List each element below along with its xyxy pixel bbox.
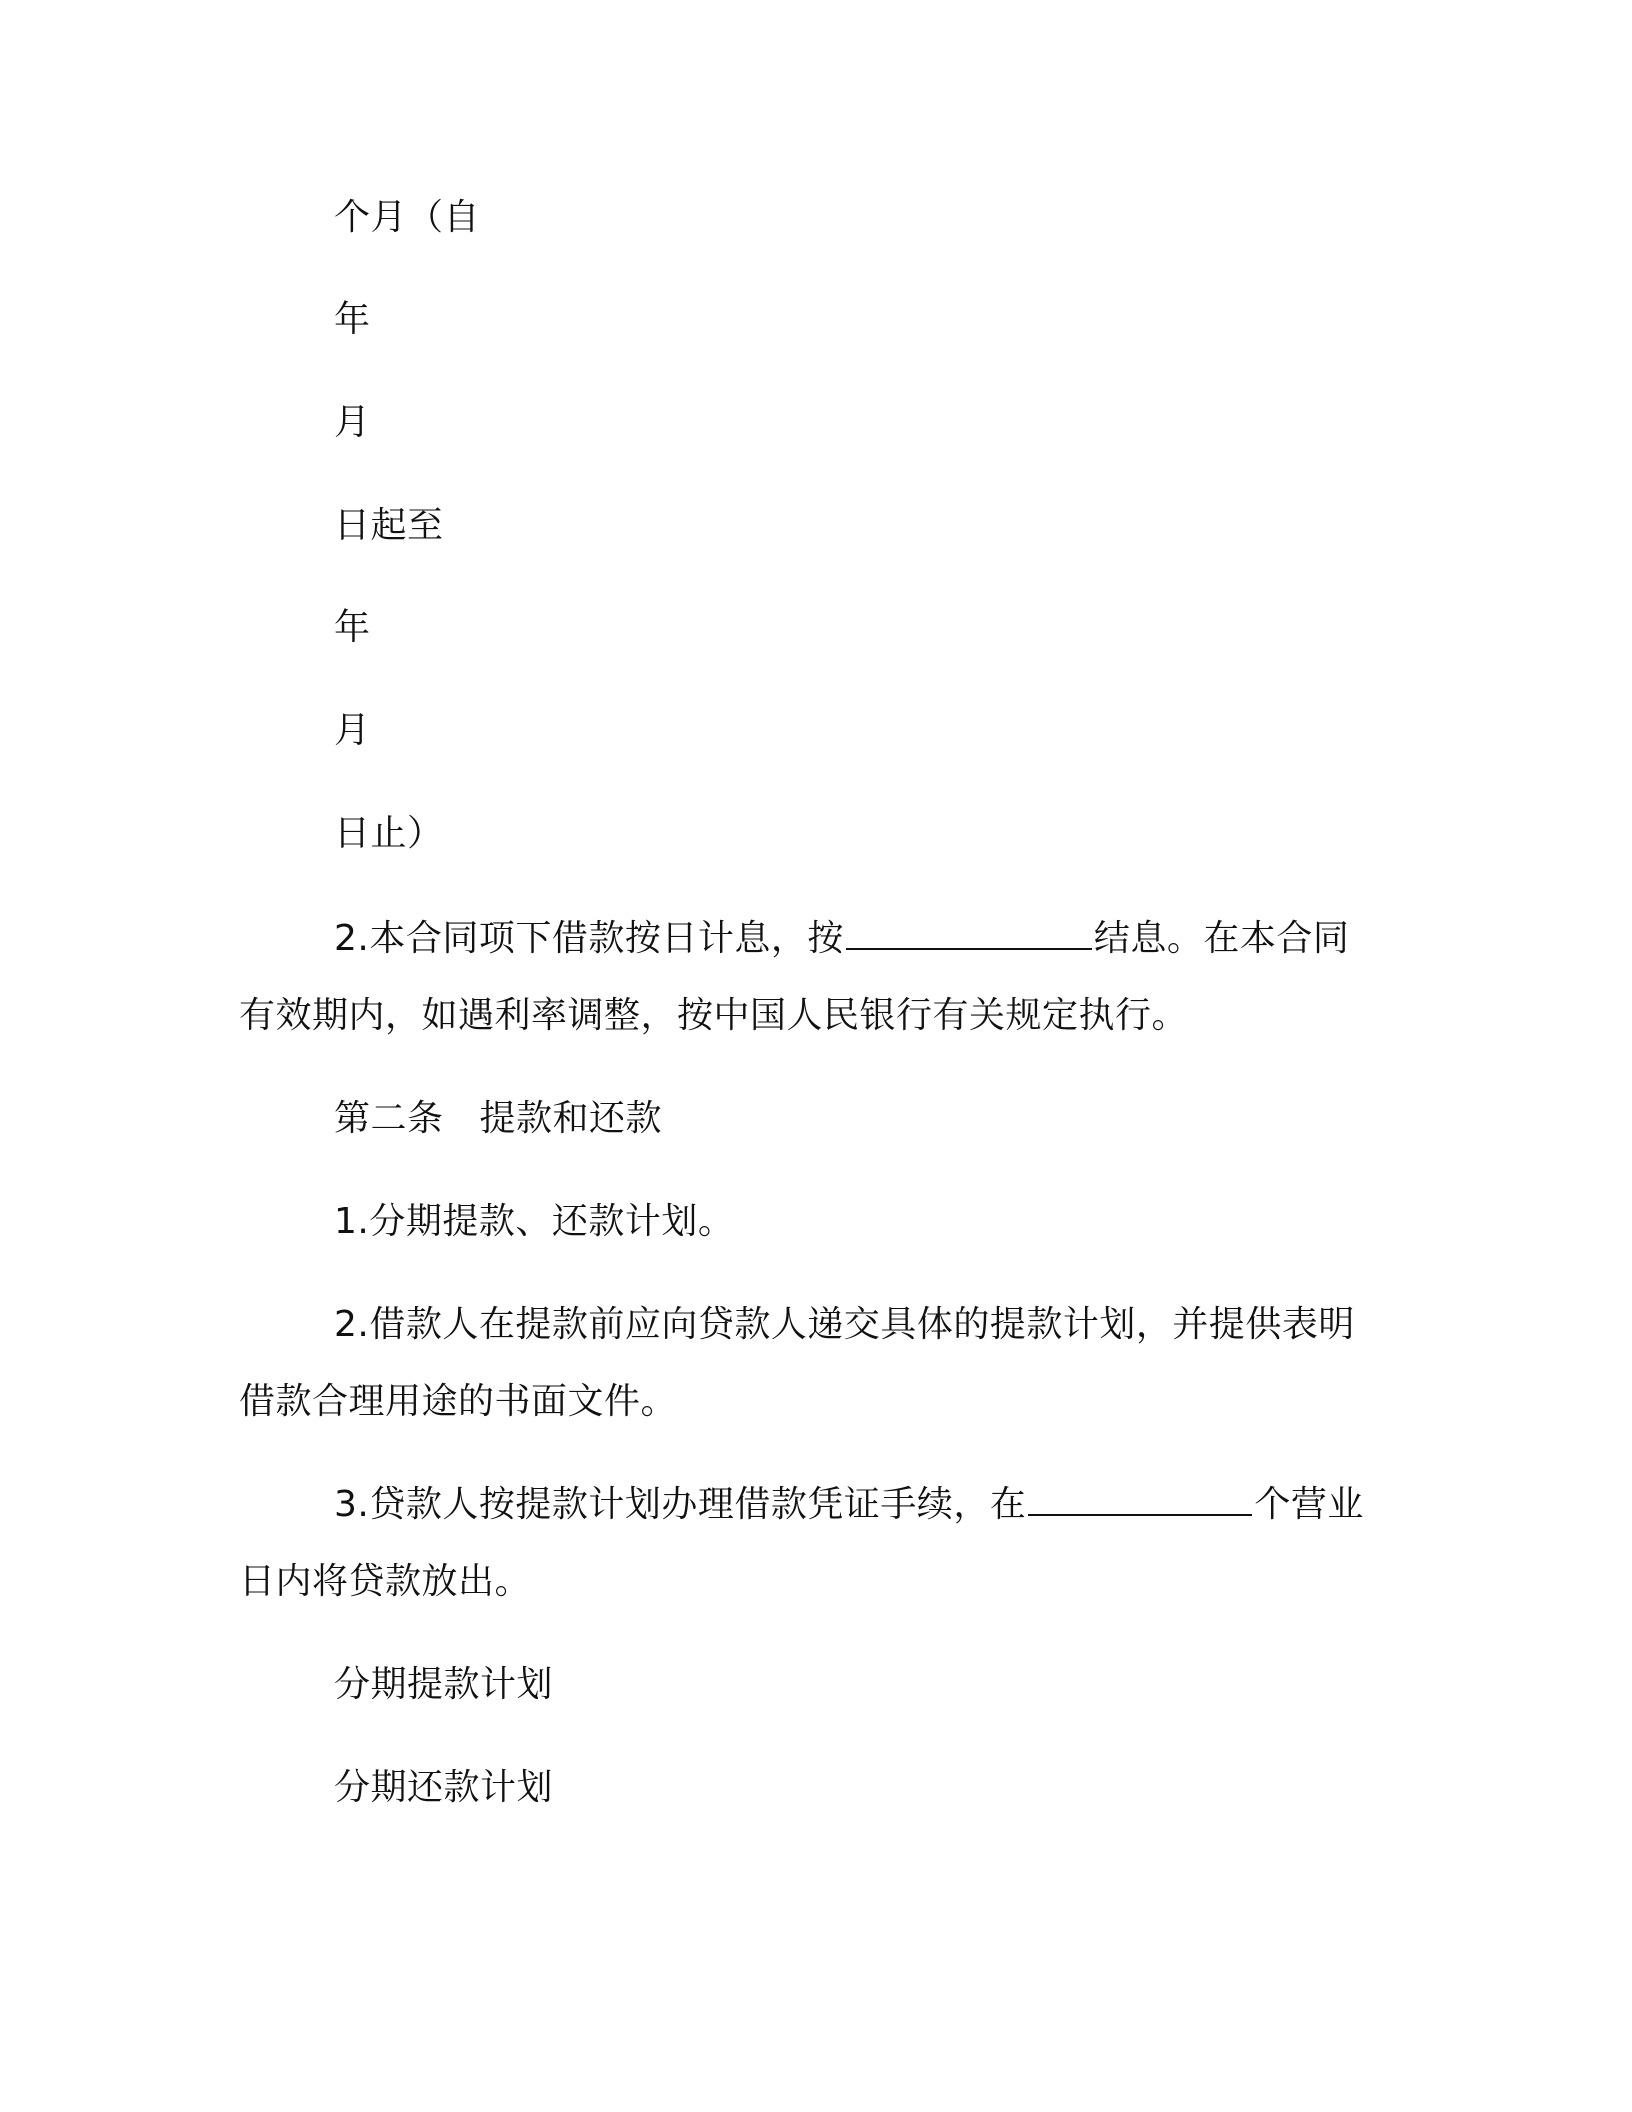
term-line-2: 年 — [334, 299, 371, 340]
interest-clause-prefix: 2.本合同项下借款按日计息，按 — [334, 918, 844, 959]
article-2-number: 第二条 — [334, 1098, 444, 1139]
term-line-3: 月 — [334, 402, 371, 443]
item-3-line-2: 日内将贷款放出。 — [239, 1561, 532, 1602]
article-2-heading — [334, 1097, 662, 1141]
item-3-prefix: 3.贷款人按提款计划办理借款凭证手续，在 — [334, 1484, 1027, 1525]
item-2-line-1: 2.借款人在提款前应向贷款人递交具体的提款计划，并提供表明 — [334, 1304, 1355, 1345]
term-line-5: 年 — [334, 607, 371, 648]
interest-clause-suffix: 结息。在本合同 — [1093, 918, 1350, 959]
interest-period-blank — [846, 918, 1092, 950]
item-3-suffix: 个营业 — [1254, 1484, 1364, 1525]
item-2-line-2: 借款合理用途的书面文件。 — [239, 1381, 678, 1422]
interest-clause-line-1 — [334, 917, 1349, 961]
article-2-title: 提款和还款 — [479, 1098, 663, 1139]
term-line-1: 个月（自 — [334, 197, 481, 238]
item-1: 1.分期提款、还款计划。 — [334, 1201, 735, 1242]
business-days-blank — [1028, 1484, 1252, 1516]
plan-draw-heading: 分期提款计划 — [334, 1664, 554, 1705]
plan-repay-heading: 分期还款计划 — [334, 1767, 554, 1808]
term-line-7: 日止） — [334, 813, 444, 854]
term-line-6: 月 — [334, 710, 371, 751]
interest-clause-line-2: 有效期内，如遇利率调整，按中国人民银行有关规定执行。 — [239, 995, 1189, 1036]
item-3-line-1 — [334, 1483, 1364, 1527]
term-line-4: 日起至 — [334, 505, 444, 546]
